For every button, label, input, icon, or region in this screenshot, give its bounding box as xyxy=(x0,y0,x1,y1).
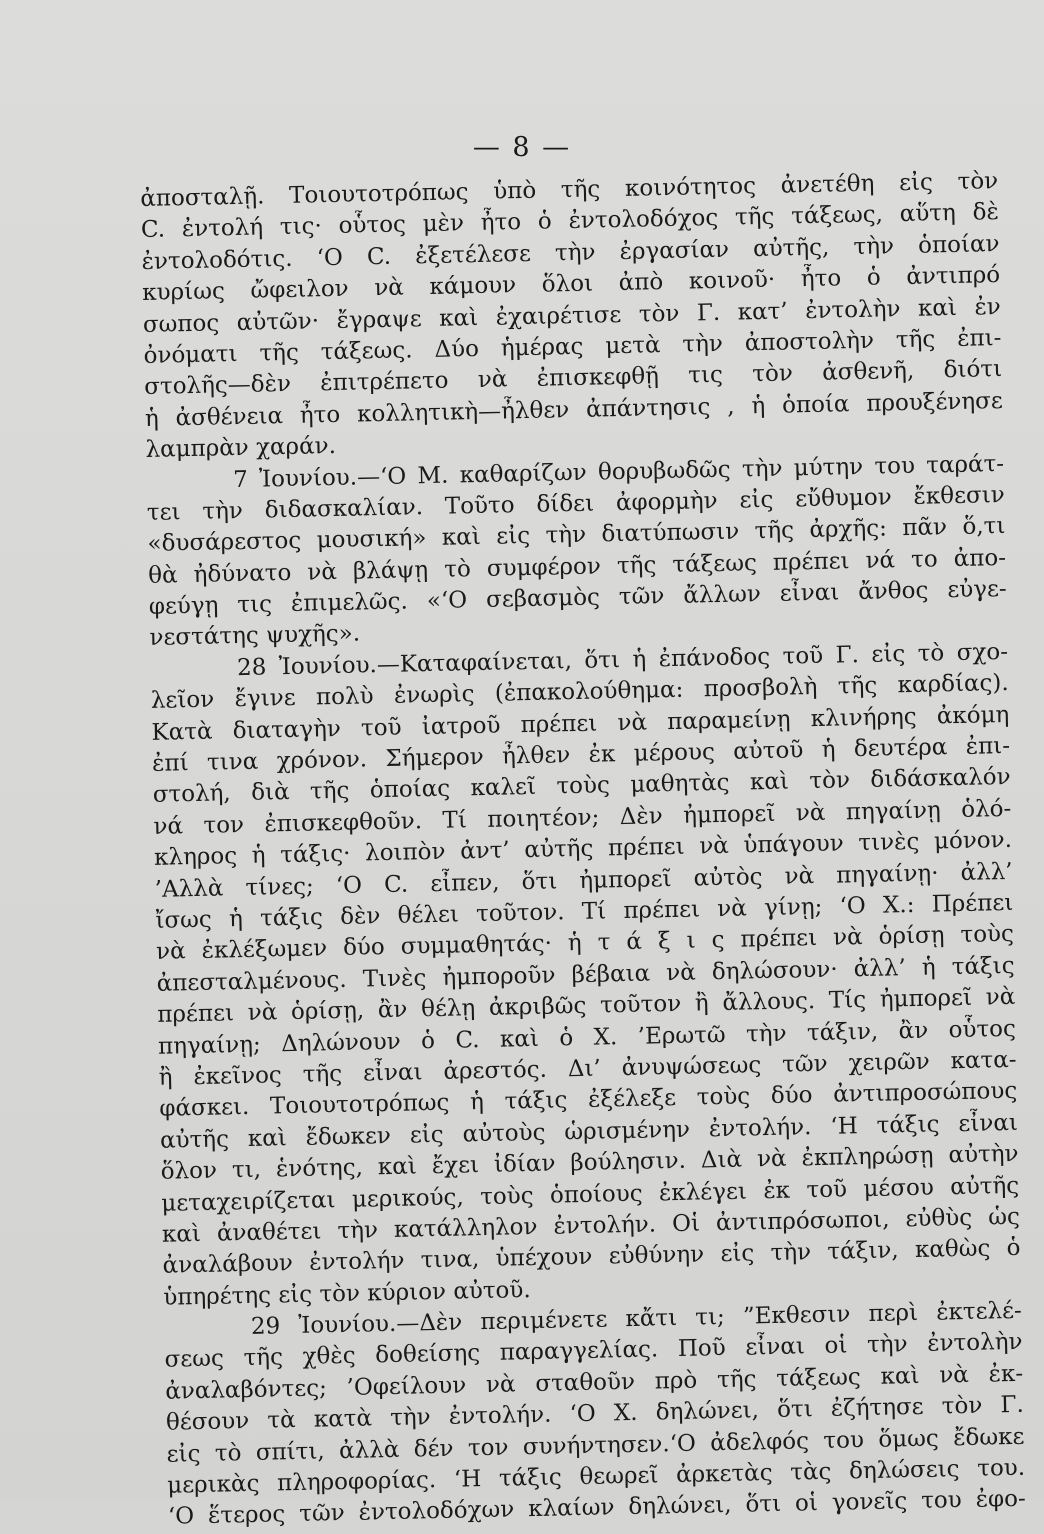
text-line: 7 Ἰουνίου.—‘Ο Μ. καθαρίζων θορυβωδῶς τὴν μύτην του ταράτ- xyxy=(232,450,1005,493)
text-line: 29 Ἰουνίου.—Δὲν περιμένετε κἄτι τι; ”Εκθεσιν περὶ ἐκτελέ- xyxy=(250,1297,1023,1340)
text-line: ἀπεσταλμένους. Τινὲς ἠμποροῦν βέβαια νὰ δηλώσουν· ἀλλ’ ἡ τάξις xyxy=(156,952,1015,997)
text-line: ἀναλάβουν ἐντολήν τινα, ὑπέχουν εὐθύνην εἰς τὴν τάξιν, καθὼς ὁ xyxy=(162,1235,1021,1280)
text-line: 28 Ἰουνίου.—Καταφαίνεται, ὅτι ἡ ἐπάνοδος τοῦ Γ. εἰς τὸ σχο- xyxy=(236,638,1009,681)
text-line: στολῆς—δὲν ἐπιτρέπετο νὰ ἐπισκεφθῇ τις τὸν ἀσθενῆ, διότι xyxy=(143,356,1003,401)
text-line: ἴσως ἡ τάξις δὲν θέλει τοῦτον. Τί πρέπει νὰ γίνῃ; ‘Ο Χ.: Πρέπει xyxy=(155,889,1014,934)
text-line: τει τὴν διδασκαλίαν. Τοῦτο δίδει ἀφορμὴν εἰς εὔθυμον ἔκθεσιν xyxy=(146,481,1005,526)
text-line: ἢ ἐκεῖνος τῆς εἶναι ἀρεστός. Δι’ ἀνυψώσεως τῶν χειρῶν κατα- xyxy=(158,1046,1017,1091)
text-line: λαμπρὰν χαράν. xyxy=(145,433,337,464)
text-line: εἰς τὸ σπίτι, ἀλλὰ δέν τον συνήντησεν.‘Ο ἀδελφός του ὅμως ἔδωκε xyxy=(166,1423,1025,1468)
text-line: ὑπηρέτης εἰς τὸν κύριον αὐτοῦ. xyxy=(163,1276,531,1311)
text-line: «δυσάρεστος μουσική» καὶ εἰς τὴν διατύπωσιν τῆς ἀρχῆς: πᾶν ὅ,τι xyxy=(147,513,1006,558)
text-line: ὅλον τι, ἑνότης, καὶ ἔχει ἰδίαν βούλησιν. Διὰ νὰ ἐκπληρώσῃ αὐτὴν xyxy=(160,1140,1019,1185)
text-line: σεως τῆς χθὲς δοθείσης παραγγελίας. Ποῦ εἶναι οἱ τὴν ἐντολὴν xyxy=(164,1329,1023,1374)
text-line: νὰ ἐκλέξωμεν δύο συμμαθητάς· ἡ τ ά ξ ι ς πρέπει νὰ ὁρίσῃ τοὺς xyxy=(155,921,1015,966)
body-text xyxy=(140,166,1026,1533)
text-line: C. ἐντολή τις· οὗτος μὲν ἦτο ὁ ἐντολοδόχος τῆς τάξεως, αὕτη δὲ xyxy=(140,199,1000,244)
text-line: ἀναλαβόντες; ’Οφείλουν νὰ σταθοῦν πρὸ τῆς τάξεως καὶ νὰ ἐκ- xyxy=(165,1360,1024,1405)
text-line: μεταχειρίζεται μερικούς, τοὺς ὁποίους ἐκλέγει ἐκ τοῦ μέσου αὐτῆς xyxy=(161,1172,1020,1217)
text-line: ἡ ἀσθένεια ἦτο κολλητικὴ—ἦλθεν ἀπάντησις , ἡ ὁποία προυξένησε xyxy=(144,387,1003,432)
text-line: νεστάτης ψυχῆς». xyxy=(149,620,361,652)
text-line: ’Αλλὰ τίνες; ‘Ο C. εἶπεν, ὅτι ἠμπορεῖ αὐτὸς νὰ πηγαίνῃ· ἀλλ’ xyxy=(154,858,1013,903)
text-line: κληρος ἡ τάξις· λοιπὸν ἀντ’ αὐτῆς πρέπει νὰ ὑπάγουν τινὲς μόνον. xyxy=(153,827,1013,872)
page-number: — 8 — xyxy=(472,132,572,163)
text-line: ἐπί τινα χρόνον. Σήμερον ἦλθεν ἐκ μέρους αὐτοῦ ἡ δευτέρα ἐπι- xyxy=(151,732,1011,777)
text-line: φεύγῃ τις ἐπιμελῶς. «‘Ο σεβασμὸς τῶν ἄλλων εἶναι ἄνθος εὐγε- xyxy=(148,576,1007,620)
text-line: ὀνόματι τῆς τάξεως. Δύο ἡμέρας μετὰ τὴν ἀποστολὴν τῆς ἐπι- xyxy=(143,324,1002,369)
text-line: κυρίως ὤφειλον νὰ κάμουν ὅλοι ἀπὸ κοινοῦ· ἦτο ὁ ἀντιπρό xyxy=(142,262,1001,307)
text-line: ἐντολοδότις. ‘Ο C. ἐξετέλεσε τὴν ἐργασίαν αὐτῆς, τὴν ὁποίαν xyxy=(141,230,1000,275)
text-line: νά τον ἐπισκεφθοῦν. Τί ποιητέον; Δὲν ἠμπορεῖ νὰ πηγαίνῃ ὁλό- xyxy=(153,795,1012,840)
text-line: μερικὰς πληροφορίας. ‘Η τάξις θεωρεῖ ἀρκετὰς τὰς δηλώσεις του. xyxy=(166,1454,1026,1499)
text-line: φάσκει. Τοιουτοτρόπως ἡ τάξις ἐξέλεξε τοὺς δύο ἀντιπροσώπους xyxy=(159,1078,1018,1123)
text-line: λεῖον ἔγινε πολὺ ἐνωρὶς (ἐπακολούθημα: προσβολὴ τῆς καρδίας). xyxy=(150,670,1009,715)
text-line: θέσουν τὰ κατὰ τὴν ἐντολήν. ‘Ο Χ. δηλώνει, ὅτι ἐζήτησε τὸν Γ. xyxy=(165,1391,1025,1436)
text-line: ‘Ο ἕτερος τῶν ἐντολοδόχων κλαίων δηλώνει, ὅτι οἱ γονεῖς του ἐφο- xyxy=(167,1486,1027,1531)
text-line: στολή, διὰ τῆς ὁποίας καλεῖ τοὺς μαθητὰς καὶ τὸν διδάσκαλόν xyxy=(152,764,1011,809)
text-line: Κατὰ διαταγὴν τοῦ ἰατροῦ πρέπει νὰ παραμείνῃ κλινήρης ἀκόμη xyxy=(151,701,1010,746)
text-line: πηγαίνῃ; Δηλώνουν ὁ C. καὶ ὁ Χ. ’Ερωτῶ τὴν τάξιν, ἂν οὗτος xyxy=(157,1015,1017,1060)
text-line: καὶ ἀναθέτει τὴν κατάλληλον ἐντολήν. Οἱ ἀντιπρόσωποι, εὐθὺς ὡς xyxy=(161,1203,1021,1248)
text-line: θὰ ἠδύνατο νὰ βλάψῃ τὸ συμφέρον τῆς τάξεως πρέπει νά το ἀπο- xyxy=(147,544,1007,589)
text-line: σωπος αὐτῶν· ἔγραψε καὶ ἐχαιρέτισε τὸν Γ. κατ’ ἐντολὴν καὶ ἐν xyxy=(142,293,1002,338)
text-line: ἀποσταλῇ. Τοιουτοτρόπως ὑπὸ τῆς κοινότητος ἀνετέθη εἰς τὸν xyxy=(140,168,999,212)
text-line: αὐτῆς καὶ ἔδωκεν εἰς αὐτοὺς ὡρισμένην ἐντολήν. ‘Η τάξις εἶναι xyxy=(159,1109,1019,1154)
text-line: πρέπει νὰ ὁρίσῃ, ἂν θέλῃ ἀκριβῶς τοῦτον ἢ ἄλλους. Τίς ἠμπορεῖ νὰ xyxy=(157,984,1016,1028)
